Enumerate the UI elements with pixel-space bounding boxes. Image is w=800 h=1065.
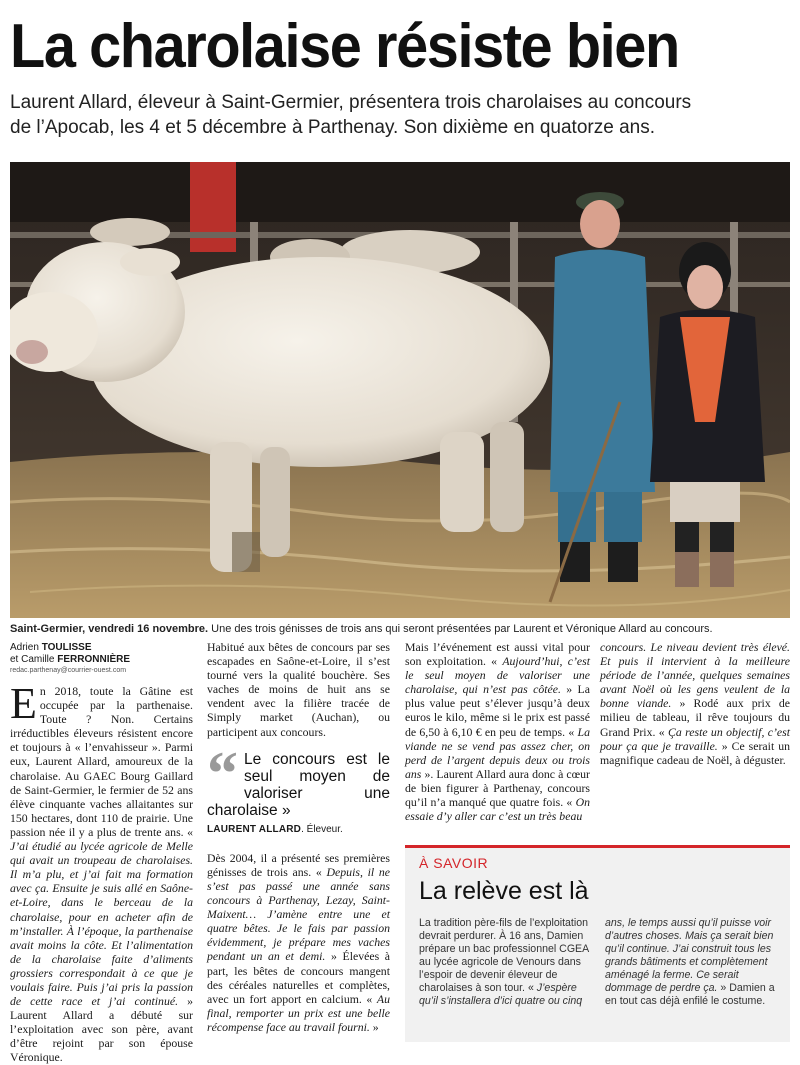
quote-mark-icon: “ <box>207 739 238 808</box>
article-column-3 <box>405 640 590 823</box>
p3-quote-1: Depuis, il ne s’est pas passé une année sans concours à Parthenay, Lezay, Saint-Maixent… J’amène entre une et quatre bêtes. Je le fais par passion évidemment, je prépare mes vaches pendant un an et demi. <box>207 864 390 964</box>
article-column-2 <box>207 640 390 1034</box>
p1-text-a: n 2018, toute la Gâtine est occupée par la parthenaise. Toute ? Non. Certains irréductibles éleveurs résistent encore et toujours à « l’envahisseur ». Parmi eux, Laurent Allard, amoureux de la charolaise. Au GAEC Bourg Gaillard de Saint-Germier, le fermier de 52 ans élève cinquante vaches allaitantes sur 150 hectares, dont 110 de prairie. Une passion née il y a plus de trente ans. « <box>10 684 193 839</box>
savoir-text-a: La tradition père-fils de l’exploitation devrait perdurer. À 16 ans, Damien prépare un bac professionnel CGEA au lycée agricole de Venours dans l’espoir de devenir éleveur de charolaises à son tour. « <box>419 917 589 994</box>
p3-quote-5: On essaie d’y aller car c’est un très beau <box>405 795 590 824</box>
p3-text-c: Mais l’événement est aussi vital pour son exploitation. « <box>405 640 590 669</box>
article-paragraph-3 <box>207 851 390 1034</box>
savoir-quote-b: ans, le temps aussi qu’il puisse voir d’autres choses. Mais ça serait bien qu’il continue. J’ai construit tous les grands bâtiments et complètement aménagé la ferme. Ce serait dommage de perdre ça. <box>605 917 774 994</box>
standfirst-line-2: de l’Apocab, les 4 et 5 décembre à Parthenay. Son dixième en quatorze ans. <box>10 117 655 138</box>
p3-text-a: Dès 2004, il a présenté ses premières génisses de trois ans. « <box>207 850 390 879</box>
article-column-1 <box>10 640 193 1065</box>
author-email: redac.parthenay@courrier-ouest.com <box>10 667 127 674</box>
p3-text-b: » Élevées à part, les bêtes de concours mangent des céréales naturelles et complètes, avec un fort apport en calcium. « <box>207 949 390 1006</box>
author-1-first: Adrien <box>10 642 42 653</box>
p3-quote-2: Au final, remporter un prix est une belle récompense face au travail fourni. <box>207 991 390 1034</box>
p4-quote: Ça reste un objectif, c’est pour ça que je travaille. <box>600 724 790 753</box>
p3-text-d: » La plus value peut s’élever jusqu’à deux euros le kilo, même si le prix est passé de 6,50 à 6,10 € en peu de temps. « <box>405 682 590 739</box>
savoir-quote-a: J’espère qu’il s’installera d’ici quatre ou cinq <box>419 982 583 1007</box>
standfirst-line-1: Laurent Allard, éleveur à Saint-Germier, présentera trois charolaises au concours <box>10 92 692 113</box>
caption-text: Une des trois génisses de trois ans qui seront présentées par Laurent et Véronique Allard au concours. <box>208 623 713 635</box>
pullquote <box>207 739 390 837</box>
caption-place: Saint-Germier, vendredi 16 novembre. <box>10 623 209 635</box>
pullquote-author-name: LAURENT ALLARD <box>207 823 302 835</box>
article-paragraph-2: Habitué aux bêtes de concours par ses escapades en Saône-et-Loire, il s’est tourné vers la qualité bouchère. Ses vaches de moins de huit ans se vendent avec la filière tracée de Simply market (Auchan), ou participent aux concours. <box>207 640 390 739</box>
byline <box>10 640 193 666</box>
standfirst <box>10 90 790 140</box>
p3-quote-4: La viande ne se vend pas assez cher, on perd de l’argent depuis deux ou trois ans <box>405 724 590 781</box>
p1-quote: J’ai étudié au lycée agricole de Melle qui avait un troupeau de charolaises. Il m’a plu, et j’ai fait ma formation avec ça. Ensuite je suis allé en Saône-et-Loire, dans le berceau de la charolaise, pour en acheter afin de m’installer. À l’époque, la parthenaise avait moins la côte. Et l’alimentation de la charolaise faite d’aliments grossiers correspondait à ce que je voulais faire. Puis j’ai pris la passion de cette race et j’ai continué. <box>10 839 193 1009</box>
photo-caption <box>10 622 790 636</box>
p4-text-b: » Ce serait un magnifique cadeau de Noël, à déguster. <box>600 738 790 767</box>
p1-text-b: » Laurent Allard a débuté sur l’exploitation avec son père, avant d’être rejoint par son épouse Véronique. <box>10 994 193 1065</box>
author-1-last: TOULISSE <box>41 642 92 653</box>
p3-text-e: ». Laurent Allard aura donc à cœur de bien figurer à Parthenay, concours qu’il n’a manqué que quatre fois. « <box>405 766 590 810</box>
barn-photo-illustration <box>10 162 790 618</box>
article-column-4 <box>600 640 790 767</box>
article-photo <box>10 162 790 618</box>
dropcap: E <box>10 679 37 728</box>
savoir-text-b: » Damien a en tout cas déjà enfilé le costume. <box>605 982 775 1007</box>
p3-quote-5: concours. Le niveau devient très élevé. Et puis il intervient à la meilleure période de l’année, quelques semaines avant Noël où les gens veulent de la bonne viande. <box>600 640 790 711</box>
a-savoir-column-1 <box>419 917 594 1008</box>
a-savoir-column-2 <box>605 917 780 1008</box>
author-2-last: FERRONNIÈRE <box>57 654 131 665</box>
a-savoir-label: À SAVOIR <box>419 855 489 871</box>
pullquote-text: Le concours est le seul moyen de valoriser une charolaise » <box>207 750 390 819</box>
a-savoir-title: La relève est là <box>419 877 589 905</box>
p4-text-a: » Rodé aux prix de milieu de tableau, il rêve toujours du Grand Prix. « <box>600 696 790 739</box>
p3-text-c: » <box>369 1019 379 1034</box>
article-paragraph-continued <box>405 640 590 823</box>
pullquote-author <box>207 823 390 837</box>
article-paragraph-continued <box>600 640 790 767</box>
headline: La charolaise résiste bien <box>10 12 679 81</box>
pullquote-author-role: . Éleveur. <box>301 823 343 835</box>
p3-quote-3: Aujourd’hui, c’est le seul moyen de valoriser une charolaise, qui n’est pas côtée. <box>405 654 591 697</box>
a-savoir-rule <box>405 845 790 848</box>
article-paragraph-1 <box>10 679 193 1065</box>
author-2-first: et Camille <box>10 654 58 665</box>
a-savoir-box <box>405 845 790 1042</box>
